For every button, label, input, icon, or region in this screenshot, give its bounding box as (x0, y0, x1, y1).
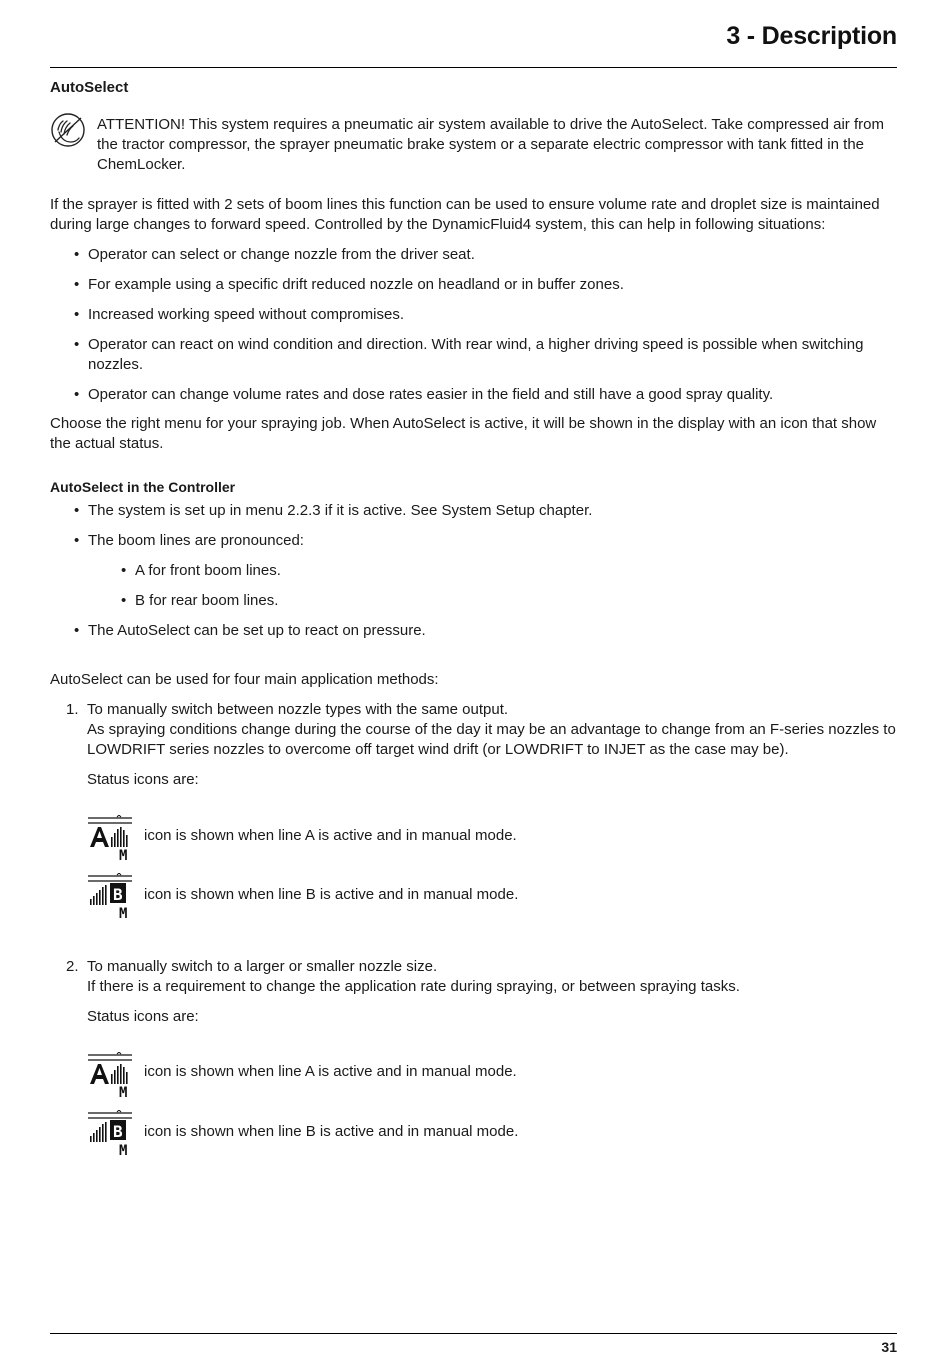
status-icon-description: icon is shown when line B is active and in manual mode. (144, 886, 519, 903)
svg-text:M: M (119, 1143, 128, 1156)
line-b-manual-status-icon (88, 1110, 134, 1156)
chapter-title: 3 - Description (726, 22, 897, 50)
method-detail: As spraying conditions change during the course of the day it may be an advantage to change from an F-series nozzles to LOWDRIFT series nozzles to overcome off target wind drift (or LOWDRIFT to INJET as the case may be). (87, 721, 896, 758)
status-icon-description: icon is shown when line B is active and in manual mode. (144, 1123, 519, 1140)
intro-paragraph: If the sprayer is fitted with 2 sets of boom lines this function can be used to ensure volume rate and droplet size is maintained during large changes to forward speed. Controlled by the DynamicFluid4 system, this can help in following situations: (50, 196, 880, 233)
svg-text:B: B (113, 1122, 123, 1141)
line-b-manual-status-icon (88, 873, 134, 919)
method-detail: If there is a requirement to change the application rate during spraying, or between spraying tasks. (87, 978, 740, 995)
status-icon-description: icon is shown when line A is active and in manual mode. (144, 827, 517, 844)
method-title: To manually switch between nozzle types with the same output. (87, 701, 509, 718)
svg-text:M: M (119, 1085, 128, 1098)
svg-text:M: M (119, 906, 128, 919)
attention-text: ATTENTION! This system requires a pneumatic air system available to drive the AutoSelect. Take compressed air from the tractor compressor, the sprayer pneumatic brake system or a separate electric compressor with tank fitted in the ChemLocker. (97, 116, 884, 173)
method-title: To manually switch to a larger or smaller nozzle size. (87, 958, 438, 975)
methods-intro: AutoSelect can be used for four main application methods: (50, 671, 439, 688)
status-icons-label: Status icons are: (87, 1008, 199, 1025)
svg-text:M: M (119, 848, 128, 861)
status-icon-description: icon is shown when line A is active and in manual mode. (144, 1063, 517, 1080)
footer-rule (50, 1333, 897, 1334)
section-heading-autoselect: AutoSelect (50, 79, 129, 96)
svg-text:B: B (113, 885, 123, 904)
subsection-heading-controller: AutoSelect in the Controller (50, 479, 236, 495)
menu-note-paragraph: Choose the right menu for your spraying job. When AutoSelect is active, it will be shown in the display with an icon that show the actual status. (50, 415, 877, 452)
page-number: 31 (881, 1339, 897, 1355)
line-a-manual-status-icon (88, 1052, 134, 1098)
status-icons-label: Status icons are: (87, 771, 199, 788)
header-rule (50, 67, 897, 68)
line-a-manual-status-icon (88, 815, 134, 861)
attention-hand-icon (50, 110, 86, 150)
